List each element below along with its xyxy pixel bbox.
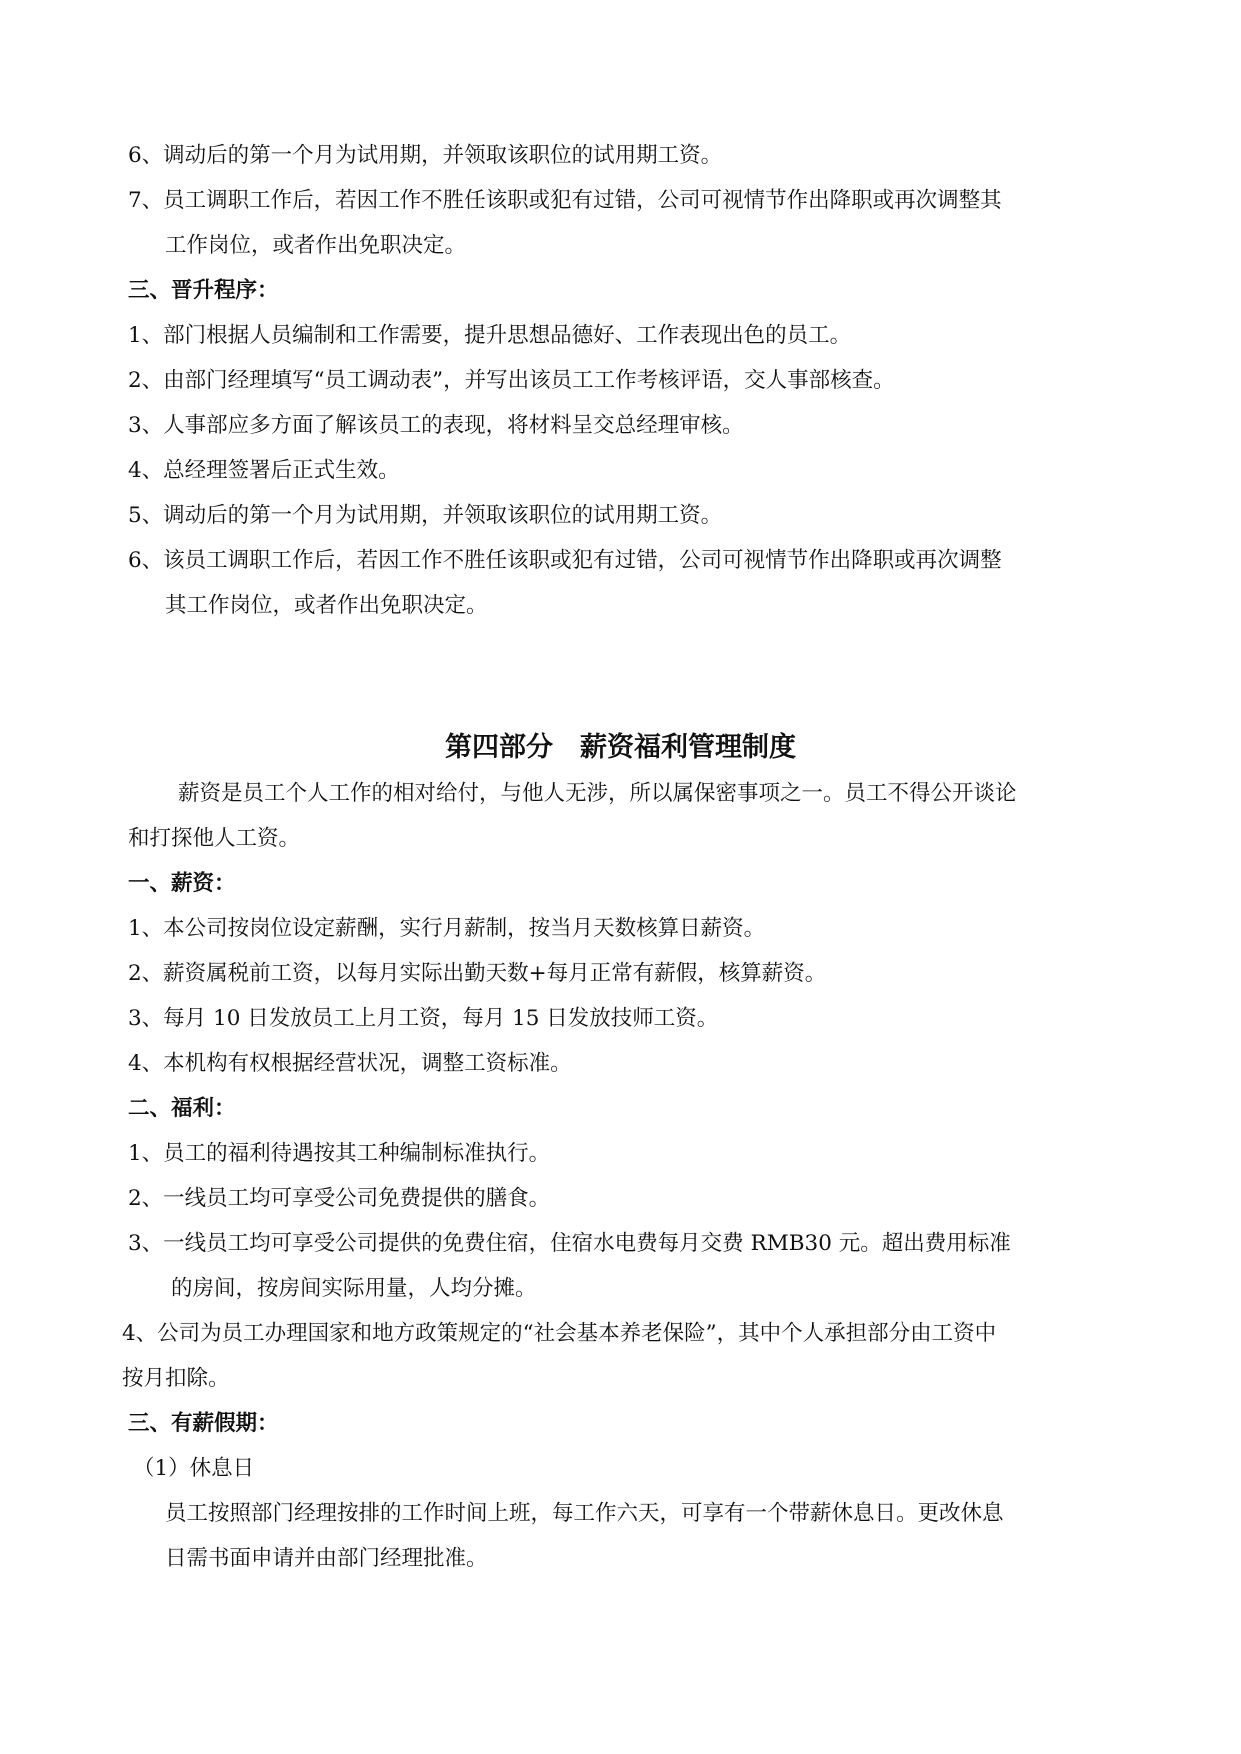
paid-leave-heading: 三、有薪假期： (128, 1411, 279, 1436)
welfare-item-1: 1、员工的福利待遇按其工种编制标准执行。 (128, 1141, 551, 1166)
welfare-item-4-line1: 4、公司为员工办理国家和地方政策规定的“社会基本养老保险”，其中个人承担部分由工资中 (122, 1321, 997, 1346)
intro-line-1: 薪资是员工个人工作的相对给付，与他人无涉，所以属保密事项之一。员工不得公开谈论 (178, 781, 1017, 806)
welfare-heading: 二、福利： (128, 1096, 236, 1121)
promotion-item-4: 4、总经理签署后正式生效。 (128, 458, 400, 483)
promotion-heading: 三、晋升程序： (128, 278, 279, 303)
salary-item-4: 4、本机构有权根据经营状况，调整工资标准。 (128, 1051, 572, 1076)
welfare-item-4-line2: 按月扣除。 (122, 1366, 230, 1391)
promotion-item-5: 5、调动后的第一个月为试用期，并领取该职位的试用期工资。 (128, 503, 723, 528)
salary-heading: 一、薪资： (128, 871, 236, 896)
promotion-item-1: 1、部门根据人员编制和工作需要，提升思想品德好、工作表现出色的员工。 (128, 323, 852, 348)
transfer-item-7-line2: 工作岗位，或者作出免职决定。 (165, 233, 467, 258)
section-title: 第四部分 薪资福利管理制度 (445, 732, 796, 763)
welfare-item-3-line1: 3、一线员工均可享受公司提供的免费住宿，住宿水电费每月交费 RMB30 元。超出费用标准 (128, 1231, 1011, 1256)
rest-day-line-2: 日需书面申请并由部门经理批准。 (165, 1546, 488, 1571)
promotion-item-6-line2: 其工作岗位，或者作出免职决定。 (165, 593, 488, 618)
promotion-item-3: 3、人事部应多方面了解该员工的表现，将材料呈交总经理审核。 (128, 413, 744, 438)
welfare-item-2: 2、一线员工均可享受公司免费提供的膳食。 (128, 1186, 551, 1211)
intro-line-2: 和打探他人工资。 (128, 826, 301, 851)
salary-item-1: 1、本公司按岗位设定薪酬，实行月薪制，按当月天数核算日薪资。 (128, 916, 766, 941)
promotion-item-2: 2、由部门经理填写“员工调动表”，并写出该员工工作考核评语，交人事部核查。 (128, 368, 895, 393)
salary-item-2: 2、薪资属税前工资，以每月实际出勤天数+每月正常有薪假，核算薪资。 (128, 961, 827, 986)
promotion-item-6-line1: 6、该员工调职工作后，若因工作不胜任该职或犯有过错，公司可视情节作出降职或再次调整 (128, 548, 1002, 573)
salary-item-3: 3、每月 10 日发放员工上月工资，每月 15 日发放技师工资。 (128, 1006, 719, 1031)
rest-day-line-1: 员工按照部门经理按排的工作时间上班，每工作六天，可享有一个带薪休息日。更改休息 (165, 1501, 1004, 1526)
transfer-item-6: 6、调动后的第一个月为试用期，并领取该职位的试用期工资。 (128, 143, 723, 168)
welfare-item-3-line2: 的房间，按房间实际用量，人均分摊。 (171, 1276, 537, 1301)
transfer-item-7-line1: 7、员工调职工作后，若因工作不胜任该职或犯有过错，公司可视情节作出降职或再次调整其 (128, 188, 1002, 213)
rest-day-title: （1）休息日 (133, 1456, 255, 1481)
